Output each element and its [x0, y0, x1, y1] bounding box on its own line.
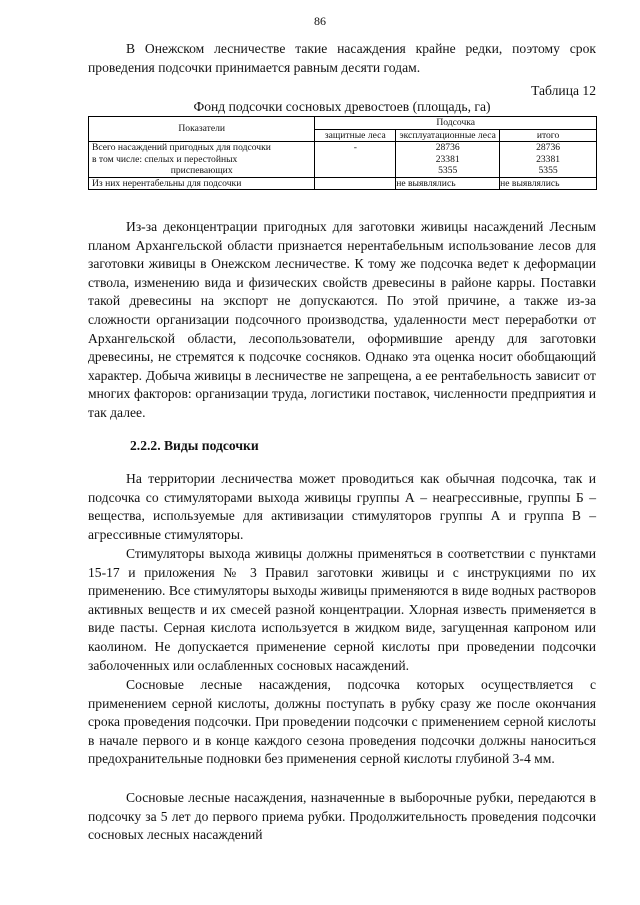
row-protective: -	[315, 142, 396, 178]
table-header-row	[89, 117, 597, 130]
page-number: 86	[314, 14, 326, 28]
paragraph-sulfuric-acid: Сосновые лесные насаждения, подсочка которых осуществляется с применением серной кислоты, должны поступать в рубку сразу же после окончания срока проведения подсочки. При проведении подсочки с применением серной кислоты в начале первого и в конце каждого сезона проведения подсочки должны наноситься предохранительные подновки без применения серной кислоты глубиной 3-4 мм.	[88, 677, 596, 767]
row-label-unprofitable: Из них нерентабельны для подсочки	[89, 177, 315, 190]
row-total: 28736 23381 5355	[500, 142, 597, 178]
table-row	[89, 177, 597, 190]
paragraph-selective-cutting: Сосновые лесные насаждения, назначенные в выборочные рубки, передаются в подсочку за 5 лет до первого приема рубки. Продолжительность проведения подсочки сосновых лесных насаждений	[88, 790, 596, 843]
resin-fund-table	[88, 116, 597, 190]
row-exploitation: 28736 23381 5355	[396, 142, 500, 178]
paragraph-deconcentration: Из-за деконцентрации пригодных для заготовки живицы насаждений Лесным планом Архангельской области признается нерентабельным использование лесов для заготовки живицы в Онежском лесничестве. К тому же подсочка ведет к деформации ствола, изменению вида и физических свойств древесины в районе карры. Поставки такой древесины на экспорт не допускаются. По этой причине, а также из-за сложности организации подсочного производства, удаленности мест переработки от Архангельской области, лесопользователи, оформившие аренду для заготовки древесины, не стремятся к подсочке сосняков. Однако эта оценка носит обобщающий характер. Добыча живицы в лесничестве не запрещена, а ее рентабельность зависит от многих факторов: организации труда, логистики поставок, численности предприятия и так далее.	[88, 219, 596, 420]
paragraph-types: На территории лесничества может проводиться как обычная подсочка, так и подсочка со стимуляторами выхода живицы группы А – неагрессивные, группы Б – вещества, используемые для активизации стимуляторов группы А и группа В – агрессивные стимуляторы.	[88, 471, 596, 542]
paragraph-stimulators: Стимуляторы выхода живицы должны применяться в соответствии с пунктами 15-17 и приложения № 3 Правил заготовки живицы и с инструкциями по их применению. Все стимуляторы выходы живицы применяются в виде водных растворов активных веществ и их смесей разной концентрации. Хлорная известь применяется в виде пасты. Серная кислота используется в жидком виде, загущенная капроном или каолином. Не допускается применение серной кислоты при проведении подсочки заболоченных или ослабленных сосновых насаждений.	[88, 546, 596, 673]
row-total-unprofitable: не выявлялись	[500, 177, 597, 190]
header-group: Подсочка	[315, 117, 597, 130]
table-caption: Фонд подсочки сосновых древостоев (площадь, га)	[193, 99, 491, 114]
section-heading: 2.2.2. Виды подсочки	[130, 438, 259, 453]
table-row	[89, 142, 597, 178]
header-exploitation: эксплуатационные леса	[396, 129, 500, 142]
intro-paragraph: В Онежском лесничестве такие насаждения крайне редки, поэтому срок проведения подсочки принимается равным десяти годам.	[88, 41, 596, 75]
row-protective-unprofitable	[315, 177, 396, 190]
row-label: Всего насаждений пригодных для подсочки в том числе: спелых и перестойных приспевающих	[89, 142, 315, 178]
header-indicators: Показатели	[89, 117, 315, 142]
row-exploitation-unprofitable: не выявлялись	[396, 177, 500, 190]
header-protective: защитные леса	[315, 129, 396, 142]
header-total: итого	[500, 129, 597, 142]
table-label: Таблица 12	[531, 83, 596, 98]
